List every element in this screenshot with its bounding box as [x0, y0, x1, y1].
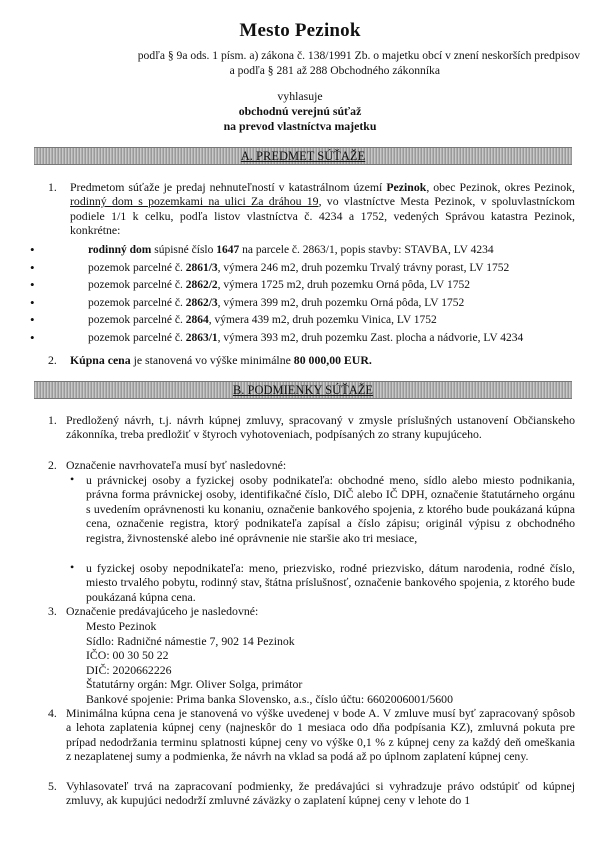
property-list-item: pozemok parcelné č. 2861/3, výmera 246 m2, druh pozemku Trvalý trávny porast, LV 1752	[88, 261, 510, 274]
property-list-item: pozemok parcelné č. 2862/2, výmera 1725 m2, druh pozemku Orná pôda, LV 1752	[88, 279, 470, 291]
section-a-heading-band	[34, 147, 572, 165]
section-a-heading: A. PREDMET SÚŤAŽE	[240, 149, 366, 163]
property-list-item: rodinný dom súpisné číslo 1647 na parcele č. 2863/1, popis stavby: STAVBA, LV 4234	[88, 244, 494, 256]
seller-detail-line: DIČ: 2020662226	[86, 662, 172, 677]
section-b-heading: B. PODMIENKY SÚŤAŽE	[232, 383, 374, 397]
bullet: •	[30, 242, 35, 257]
bullet: •	[70, 472, 75, 486]
property-list-item: pozemok parcelné č. 2862/3, výmera 399 m2, druh pozemku Orná pôda, LV 1752	[88, 296, 465, 309]
item-a1-number: 1.	[48, 180, 57, 194]
seller-detail-line: IČO: 00 30 50 22	[86, 648, 169, 662]
announces-label: vyhlasuje	[277, 89, 323, 103]
bullet: •	[30, 329, 35, 345]
item-b3-number: 3.	[48, 604, 57, 618]
item-b1-number: 1.	[48, 413, 57, 427]
seller-detail-line: Sídlo: Radničné námestie 7, 902 14 Pezinok	[86, 633, 295, 648]
item-a1-text: Predmetom súťaže je predaj nehnuteľností v katastrálnom území Pezinok, obec Pezinok, okres Pezinok, rodinný dom s pozemkami na ulici Za dráhou 19, vo vlastníctve Mesta Pezinok, v spoluvlastníckom podiele 1/1 k celku, podľa listov vlastníctva č. 4234 a 1752, vedených Správou katastra Pezinok, konkrétne:	[70, 180, 575, 238]
item-b2-number: 2.	[48, 458, 57, 472]
bullet: •	[70, 560, 75, 574]
competition-label: obchodnú verejnú súťaž	[238, 104, 362, 118]
legal-basis-line-1: podľa § 9a ods. 1 písm. a) zákona č. 138/1991 Zb. o majetku obcí v znení neskorších predpisov	[137, 49, 580, 62]
item-b4-text: Minimálna kúpna cena je stanovená vo výške uvedenej v bode A. V zmluve musí byť zapracovaný spôsob a lehota zaplatenia kúpnej ceny (najneskôr do 1 mesiaca odo dňa podpísania KZ), zmluvná pokuta pre prípad nedodržania terminu splatnosti kúpnej ceny vo výške 0,1 % z kúpnej ceny za každý deň omeškania z nezaplatenej sumy a podmienka, že návrh na vklad sa podá až po úplnom zaplatení kúpnej ceny.	[66, 706, 575, 764]
section-b-heading-band	[34, 381, 572, 399]
page-title: Mesto Pezinok	[239, 20, 361, 41]
item-b2-legal-person: u právnickej osoby a fyzickej osoby podnikateľa: obchodné meno, sídlo alebo miesto podnikania, právna forma právnickej osoby, identifikačné číslo, DIČ alebo IČ DPH, označenie štatutárneho orgánu s uvedením oprávnenosti ku konaniu, označenie bankového spojenia, z ktorého bude poukázaná kúpna cena, označenie registra, ktorý podnikateľa zapísal a číslo zápisu; originál výpisu z obchodného registra, živnostenské alebo iné oprávnenie nie staršie ako tri mesiace,	[86, 473, 575, 545]
item-b4-number: 4.	[48, 706, 57, 720]
seller-detail-line: Bankové spojenie: Prima banka Slovensko, a.s., číslo účtu: 6602006001/5600	[86, 691, 453, 706]
item-b5-text: Vyhlasovateľ trvá na zapracovaní podmienky, že predávajúci si vyhradzuje právo odstúpiť od kúpnej zmluvy, ak kupujúci nedodrží zmluvné záväzky o zaplatení kúpnej ceny v lehote do 1	[66, 779, 575, 808]
item-b2-natural-person: u fyzickej osoby nepodnikateľa: meno, priezvisko, rodné priezvisko, dátum narodenia, rodné číslo, miesto trvalého pobytu, rodinný stav, štátna príslušnosť, označenie bankového spojenia, z ktorého bude poukázaná kúpna cena.	[86, 561, 575, 604]
item-b5-number: 5.	[48, 779, 57, 793]
item-b2-text: Označenie navrhovateľa musí byť nasledovné:	[66, 458, 287, 472]
item-a2-number: 2.	[48, 353, 57, 367]
property-list-item: pozemok parcelné č. 2864, výmera 439 m2, druh pozemku Vinica, LV 1752	[88, 314, 437, 326]
bullet: •	[30, 312, 35, 327]
legal-basis-line-2: a podľa § 281 až 288 Obchodného zákonníka	[229, 64, 440, 77]
seller-detail-line: Mesto Pezinok	[86, 619, 157, 633]
item-b1-text: Predložený návrh, t.j. návrh kúpnej zmluvy, spracovaný v zmysle príslušných ustanovení Občianskeho zákonníka, treba predložiť v štyroch vyhotoveniach, podpísaných zo strany kupujúceho.	[66, 413, 575, 442]
seller-detail-line: Štatutárny orgán: Mgr. Oliver Solga, primátor	[86, 677, 303, 691]
item-b3-text: Označenie predávajúceho je nasledovné:	[66, 604, 259, 618]
property-list-item: pozemok parcelné č. 2863/1, výmera 393 m2, druh pozemku Zast. plocha a nádvorie, LV 4234	[88, 331, 524, 344]
purpose-label: na prevod vlastníctva majetku	[223, 119, 377, 133]
item-a2-text: Kúpna cena je stanovená vo výške minimálne 80 000,00 EUR.	[70, 353, 372, 367]
bullet: •	[30, 294, 35, 310]
bullet: •	[30, 259, 35, 275]
bullet: •	[30, 277, 35, 292]
